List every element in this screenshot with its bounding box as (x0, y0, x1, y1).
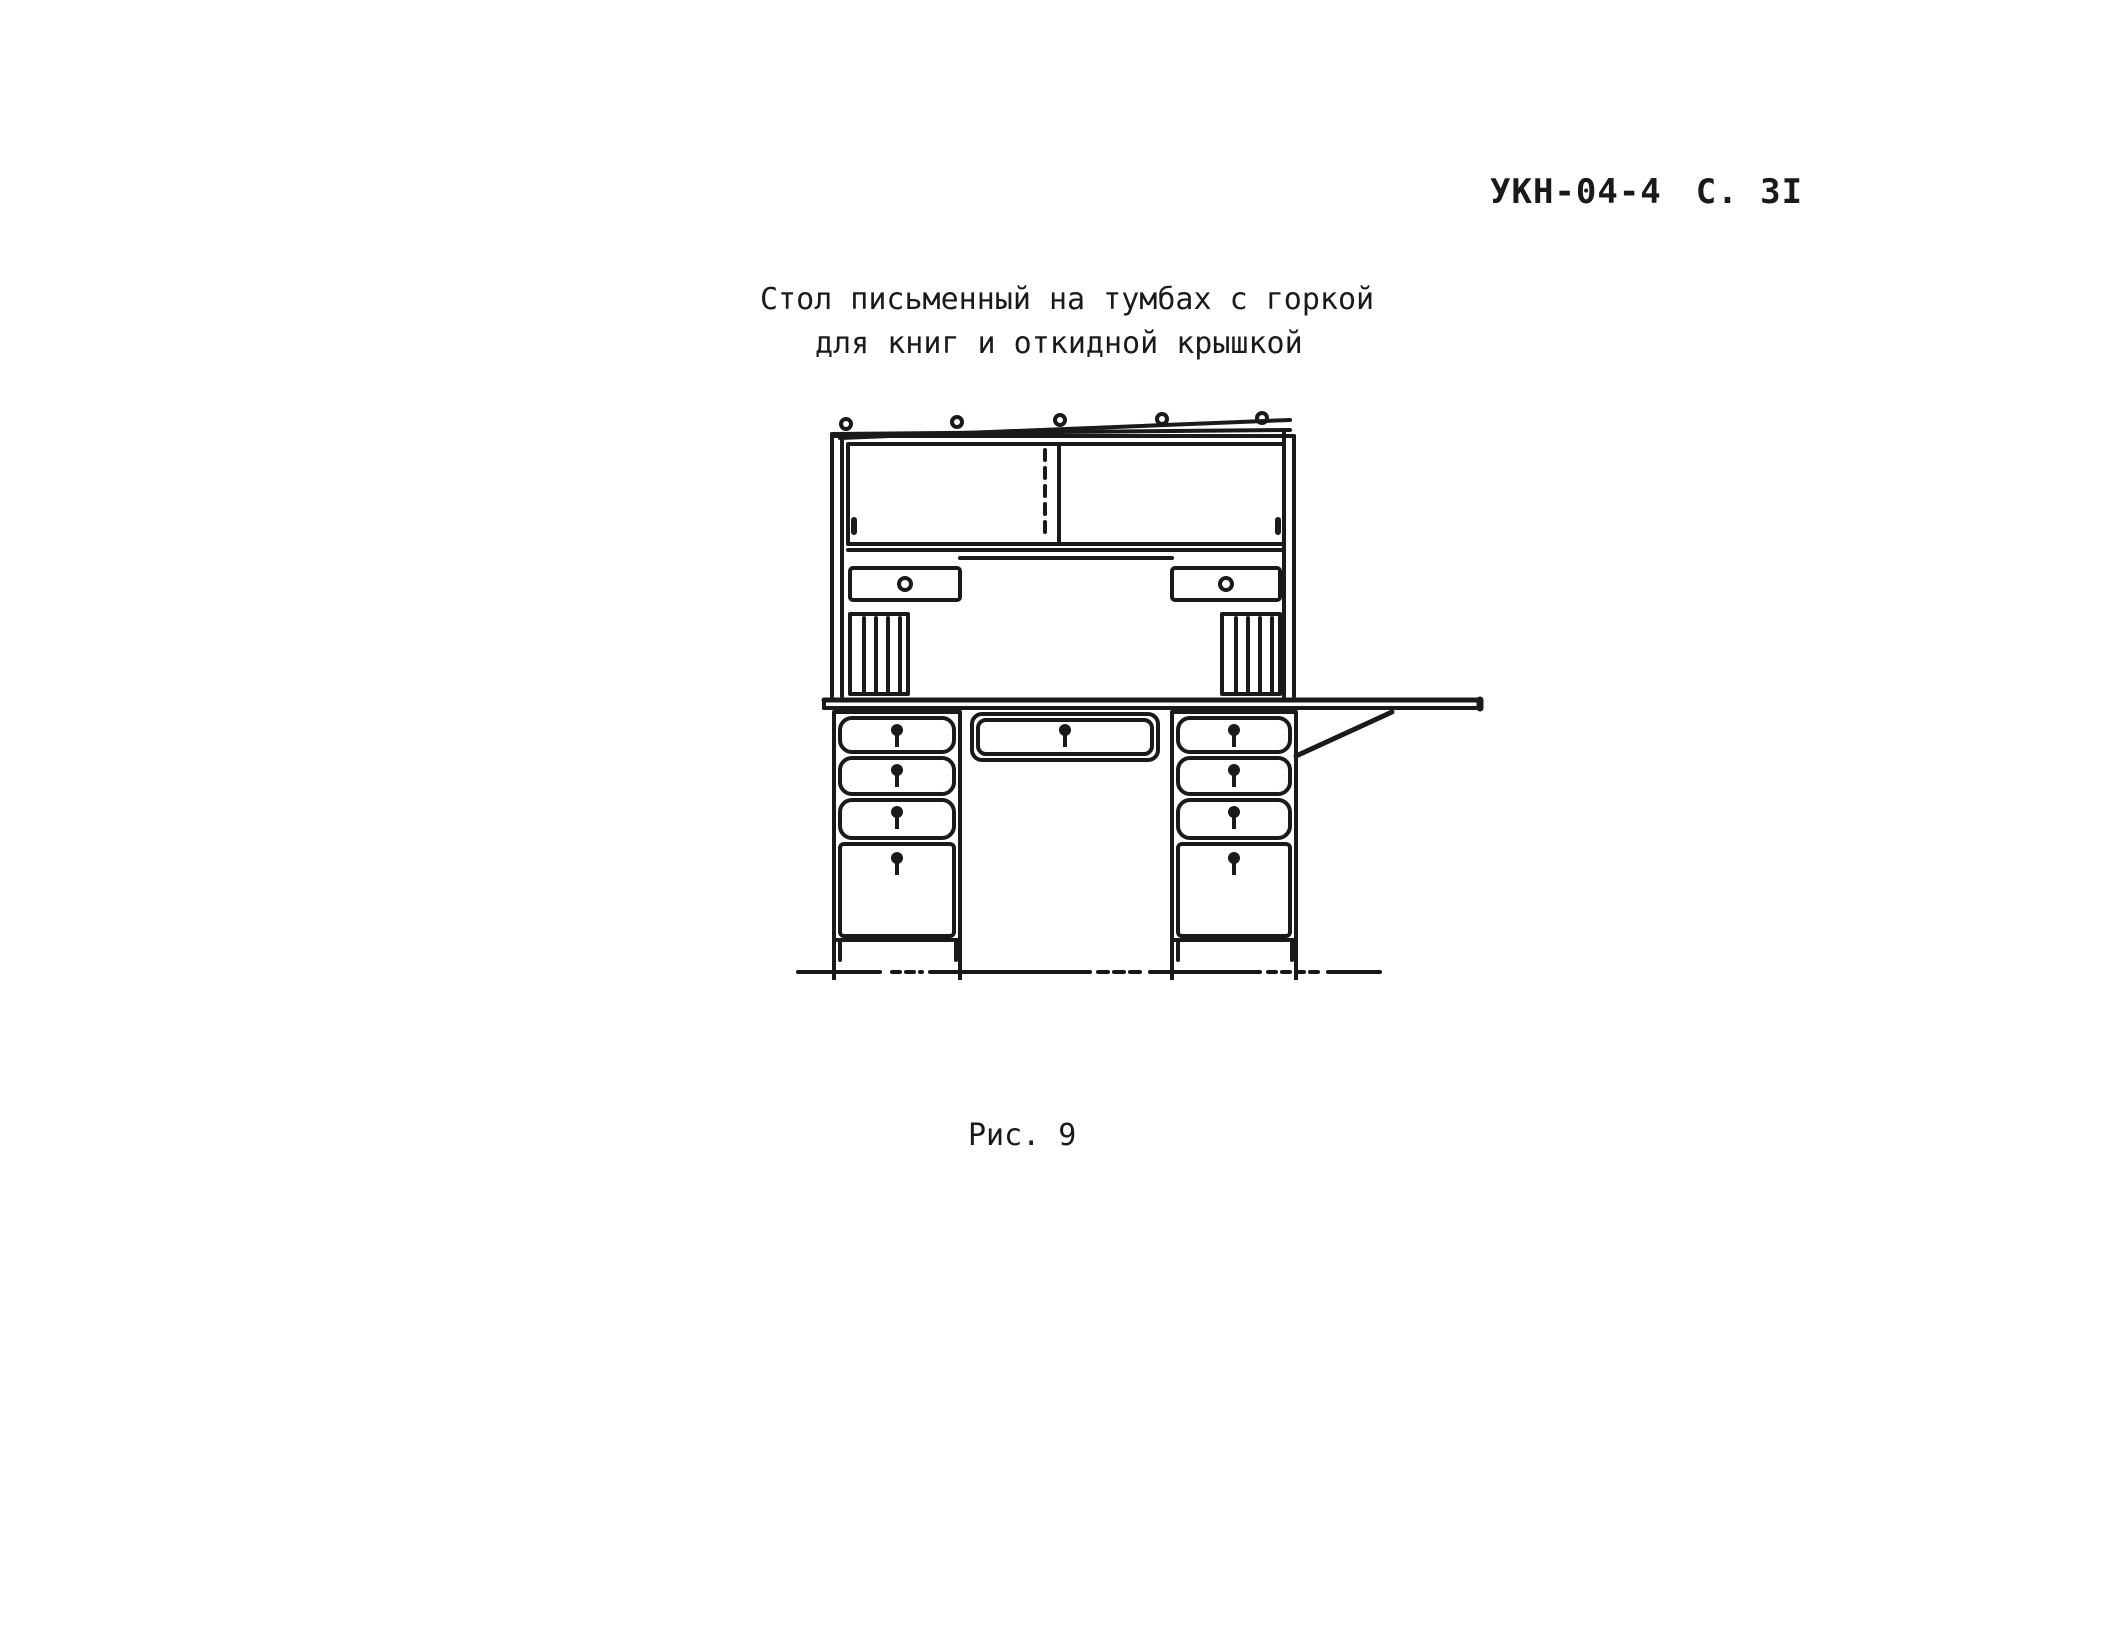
keyhole-icon (1228, 764, 1240, 787)
fold-leaf-support (1296, 712, 1392, 756)
book-niches (850, 614, 1280, 694)
cornice-knob (1055, 415, 1065, 425)
legs (836, 940, 1296, 960)
keyhole-icon (891, 806, 903, 829)
cornice-knob (1157, 414, 1167, 424)
keyhole-icon (891, 724, 903, 747)
keyhole-icon (1228, 724, 1240, 747)
keyhole-icon (1228, 806, 1240, 829)
page-number: С. 3I (1695, 172, 1804, 212)
upper-drawer-right (1172, 568, 1280, 600)
keyhole-icon (891, 764, 903, 787)
sliding-glass-doors (848, 444, 1284, 550)
keyhole-icon (891, 852, 903, 875)
document-code: УКН-04-4 (1490, 172, 1662, 212)
desk-drawing (780, 400, 1500, 980)
cornice-knob (841, 419, 851, 429)
figure-caption (760, 278, 1374, 366)
upper-drawer-left (850, 568, 960, 600)
cornice-knob (952, 417, 962, 427)
cornice-knob (1257, 413, 1267, 423)
caption-line-1: Стол письменный на тумбах с горкой (760, 282, 1375, 317)
page-header (1490, 172, 1803, 212)
upper-drawers (850, 558, 1280, 600)
drawer-knob (1220, 578, 1232, 590)
drawer-knob (899, 578, 911, 590)
keyhole-icon (1059, 724, 1071, 747)
keyhole-icon (1228, 852, 1240, 875)
caption-line-2: для книг и откидной крышкой (815, 326, 1303, 361)
figure-label: Рис. 9 (968, 1118, 1077, 1153)
